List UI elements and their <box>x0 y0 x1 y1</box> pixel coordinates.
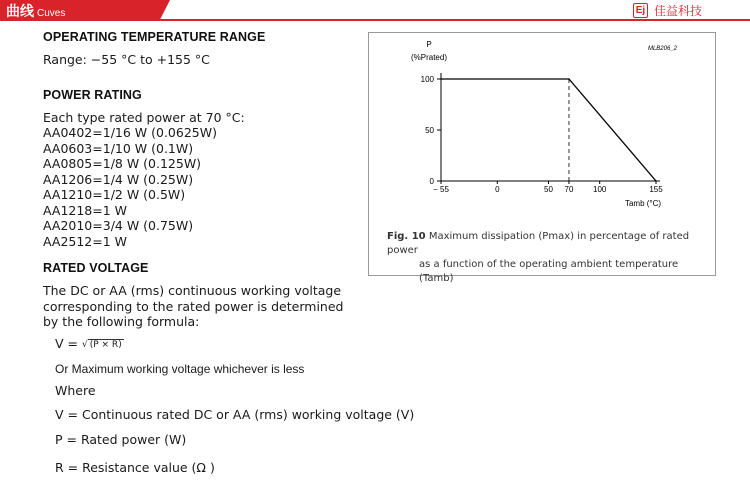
data-point <box>655 180 657 182</box>
rated-voltage-heading: RATED VOLTAGE <box>43 261 149 275</box>
x-axis-label: Tamb (°C) <box>624 199 662 208</box>
temperature-range: Range: −55 °C to +155 °C <box>43 52 210 67</box>
list-item: AA2512=1 W <box>43 233 128 249</box>
y-axis-label-line1: P <box>426 40 432 49</box>
formula-alternative: Or Maximum working voltage whichever is less <box>55 362 305 376</box>
power-rating-list <box>43 125 373 249</box>
list-item: AA0603=1/10 W (0.1W) <box>43 140 194 156</box>
x-tick-label: 155 <box>649 185 663 194</box>
derating-curve <box>441 79 656 181</box>
header-subtitle: Cuves <box>37 8 66 19</box>
brand-name: 佳益科技 <box>653 4 702 18</box>
data-point <box>440 78 442 80</box>
y-axis-label-line2: (%Prated) <box>410 53 448 62</box>
rated-voltage-description: The DC or AA (rms) continuous working voltage corresponding to the rated power is determined by the following formula: <box>43 283 344 329</box>
header-rule <box>0 19 750 21</box>
y-tick-label: 0 <box>429 177 434 186</box>
formula-v-equals: V = <box>55 336 78 351</box>
formula-where: Where <box>55 383 96 398</box>
figure-caption <box>387 230 707 286</box>
definition-p: P = Rated power (W) <box>55 432 187 447</box>
figure-code: MLB206_2 <box>647 46 677 52</box>
data-point <box>568 78 570 80</box>
page-header <box>0 0 750 26</box>
derating-figure <box>368 32 716 284</box>
power-rating-intro: Each type rated power at 70 °C: <box>43 109 245 125</box>
definition-r: R = Resistance value (Ω ) <box>55 460 215 475</box>
y-tick-label: 100 <box>420 75 434 84</box>
list-item: AA0402=1/16 W (0.0625W) <box>43 125 217 140</box>
definition-v: V = Continuous rated DC or AA (rms) working voltage (V) <box>55 407 415 422</box>
list-item: AA1210=1/2 W (0.5W) <box>43 187 186 202</box>
header-title-text: 曲线 <box>6 3 34 19</box>
x-tick-label: 100 <box>593 185 607 194</box>
radicand: (P × R) <box>89 339 122 350</box>
caption-number: Fig. 10 <box>387 231 426 242</box>
caption-line-1: Maximum dissipation (Pmax) in percentage of rated power <box>387 231 690 256</box>
caption-line-2: as a function of the operating ambient temperature (Tamb) <box>419 259 679 284</box>
list-item: AA1218=1 W <box>43 202 128 218</box>
power-rating-heading: POWER RATING <box>43 87 142 102</box>
square-root: √ (P × R) <box>81 339 122 350</box>
list-item: AA0805=1/8 W (0.125W) <box>43 156 202 171</box>
brand-logo <box>633 2 702 19</box>
x-tick-label: 0 <box>495 185 500 194</box>
list-item: AA1206=1/4 W (0.25W) <box>43 171 194 187</box>
header-title <box>6 1 65 21</box>
y-tick-label: 50 <box>425 126 434 135</box>
spec-column <box>43 30 373 330</box>
x-tick-label: − 55 <box>433 185 449 194</box>
x-tick-label: 50 <box>544 185 553 194</box>
formula-line <box>55 336 124 351</box>
operating-temperature-heading: OPERATING TEMPERATURE RANGE <box>43 30 266 44</box>
ej-logo-icon: Ej <box>633 3 648 18</box>
x-tick-label: 70 <box>564 185 574 194</box>
list-item: AA2010=3/4 W (0.75W) <box>43 218 194 233</box>
